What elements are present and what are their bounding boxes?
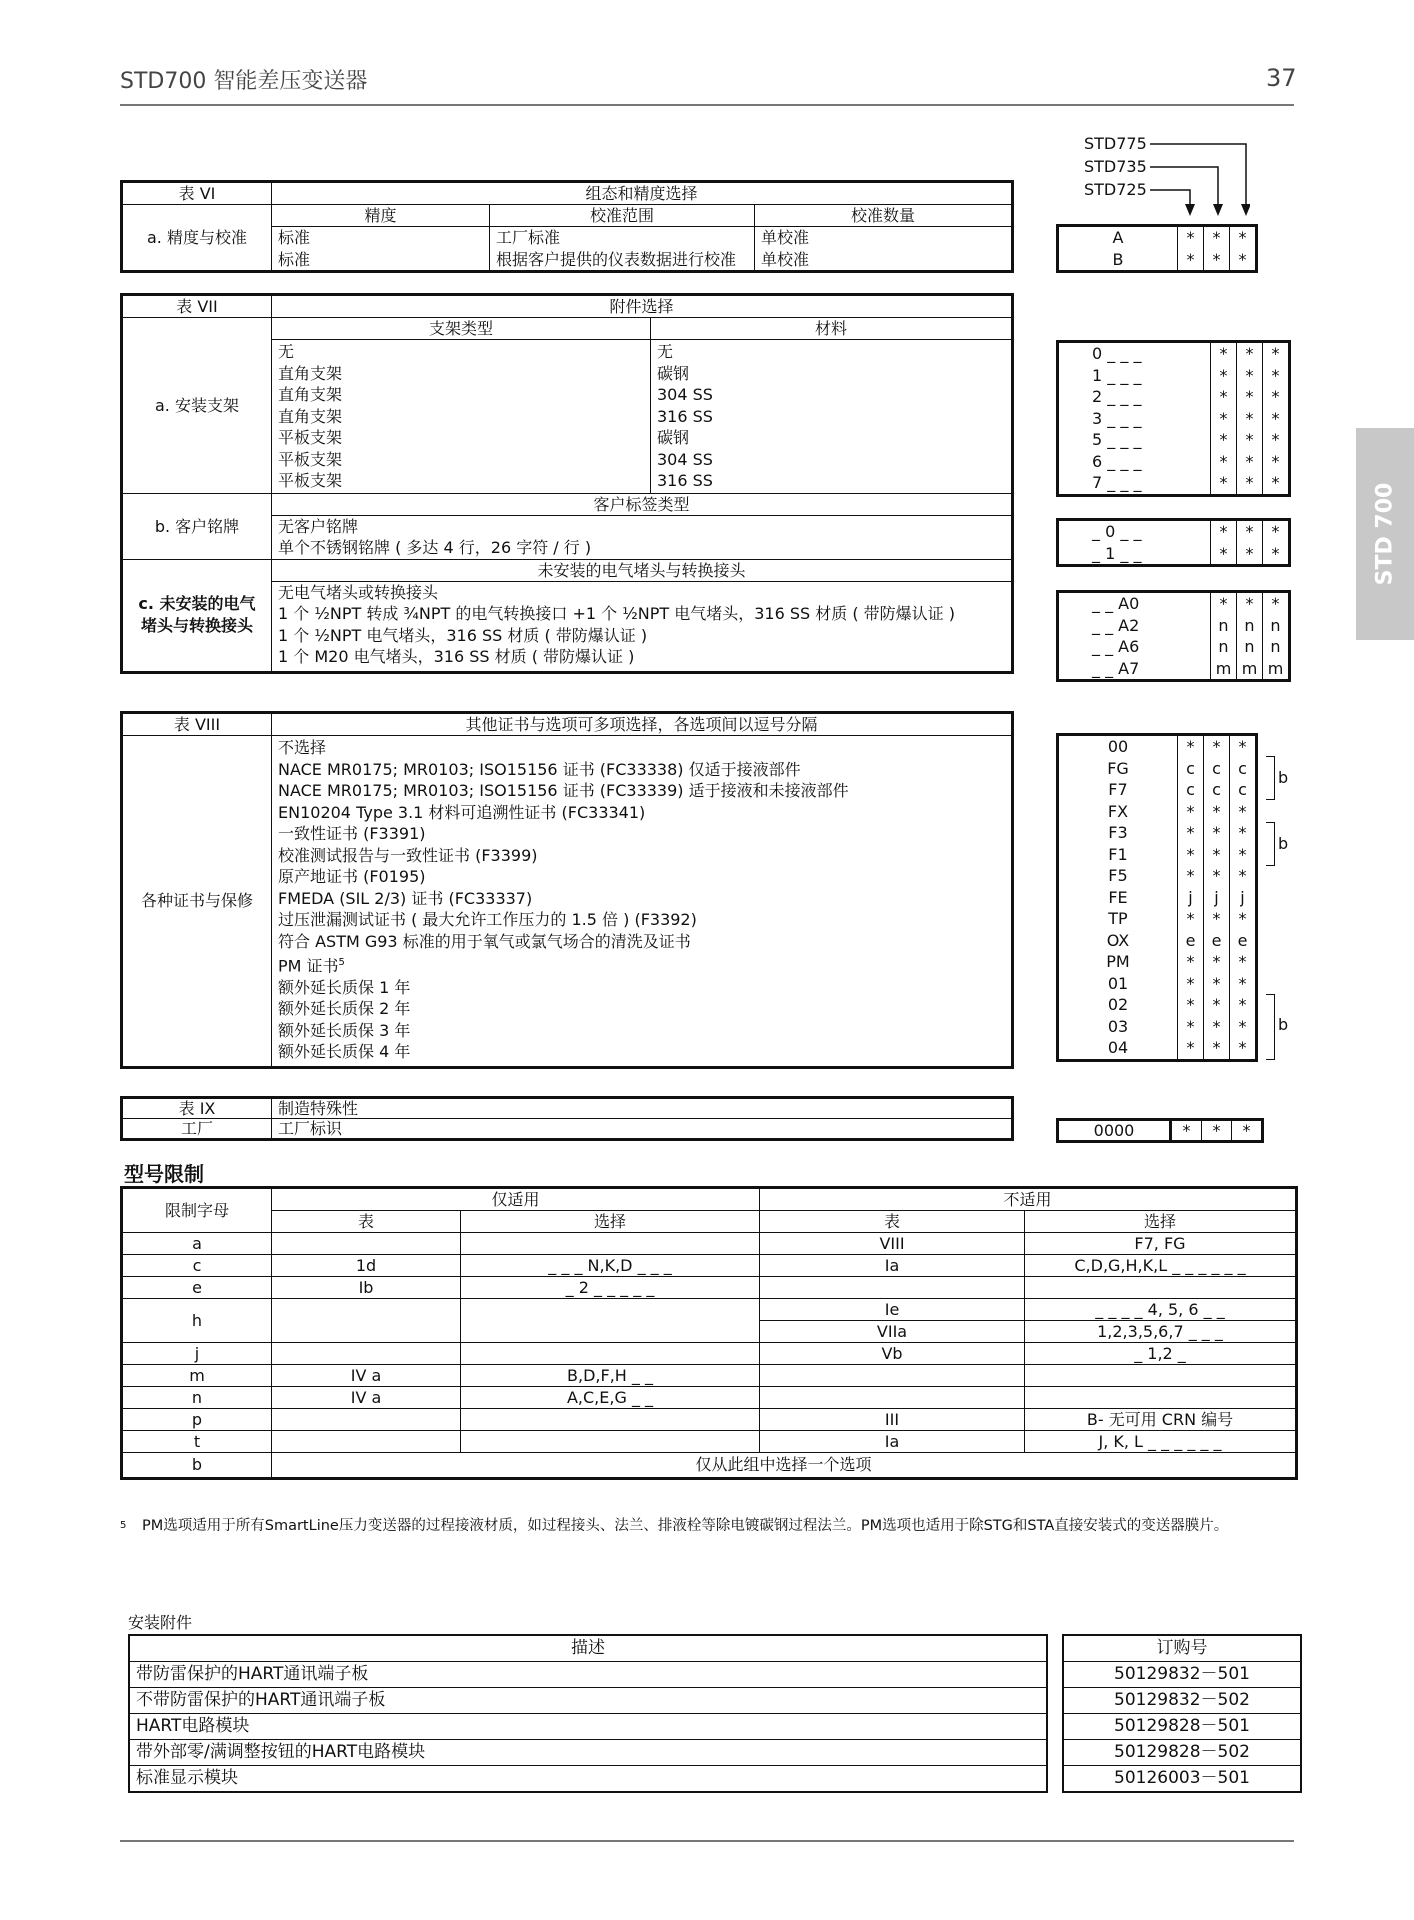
availability-mark: * [1202, 1120, 1232, 1142]
table-vii-b-codes: _ 0 _ _ _ 1 _ _ * * * * * * [1056, 518, 1291, 567]
group-bracket [1266, 756, 1275, 800]
footnote-number: 5 [120, 1520, 127, 1531]
availability-mark: * [1238, 844, 1247, 864]
list-item: 316 SS [657, 471, 713, 490]
option-code: A [1112, 228, 1124, 247]
model-label-std725: STD725 [1084, 180, 1147, 199]
list-item: 标准 [278, 249, 311, 269]
only-table [272, 1409, 461, 1431]
option-code: F1 [1108, 844, 1128, 864]
only-table [272, 1343, 461, 1365]
table-row [122, 1365, 1297, 1387]
table-row [122, 1343, 1297, 1365]
availability-mark: * [1186, 952, 1195, 971]
table-vii-c-codes [1056, 590, 1291, 682]
not-table [760, 1387, 1025, 1409]
accessories-description-table [128, 1634, 1048, 1793]
table-vii-name: 表 VII [122, 295, 272, 318]
table-row [129, 1662, 1047, 1688]
group-bracket-label: b [1278, 834, 1289, 853]
list-item: 工厂标准 [496, 228, 561, 247]
not-selection: C,D,G,H,K,L _ _ _ _ _ _ [1025, 1255, 1297, 1277]
list-item: 304 SS [657, 385, 713, 404]
restriction-letter: n [122, 1387, 272, 1409]
availability-mark: * [1238, 228, 1247, 247]
list-item: 直角支架 [278, 385, 343, 404]
list-item: 额外延长质保 4 年 [278, 1042, 411, 1062]
table-viii-row-label: 各种证书与保修 [122, 736, 272, 1068]
order-code: 50129828－501 [1063, 1714, 1301, 1740]
table-vii-b-label: b. 客户铭牌 [122, 493, 272, 559]
only-table [272, 1299, 461, 1343]
availability-mark: * [1186, 1038, 1195, 1057]
col-header-description: 描述 [129, 1635, 1047, 1662]
option-code: FE [1108, 887, 1128, 907]
availability-mark: * [1186, 995, 1195, 1014]
table-row [1063, 1688, 1301, 1714]
availability-mark: c [1212, 758, 1221, 778]
availability-mark: * [1186, 866, 1195, 885]
availability-mark: * [1238, 737, 1247, 756]
group-bracket-label: b [1278, 768, 1289, 787]
option-code: 0000 [1058, 1120, 1171, 1142]
option-code: 2 _ _ _ [1092, 387, 1142, 406]
not-selection: J, K, L _ _ _ _ _ _ [1025, 1431, 1297, 1453]
accessory-description: 标准显示模块 [129, 1766, 1047, 1793]
availability-mark: * [1245, 594, 1254, 613]
page-number: 37 [1266, 64, 1297, 92]
list-item: 单校准 [761, 249, 810, 269]
restrictions-title: 型号限制 [124, 1162, 204, 1186]
list-item: 316 SS [657, 406, 713, 426]
list-item: 304 SS [657, 449, 713, 469]
not-selection: _ _ _ _ 4, 5, 6 _ _ [1025, 1299, 1297, 1321]
label-line: 堵头与转换接头 [140, 616, 253, 635]
list-item: 平板支架 [278, 471, 343, 490]
table-row [122, 1233, 1297, 1255]
availability-mark: * [1212, 823, 1221, 842]
restriction-letter: a [122, 1233, 272, 1255]
col-header-only: 仅适用 [272, 1188, 760, 1211]
table-row [122, 1409, 1297, 1431]
option-code: 5 _ _ _ [1092, 430, 1142, 449]
availability-mark: * [1186, 909, 1195, 928]
availability-mark: c [1238, 758, 1247, 778]
only-table [272, 1233, 461, 1255]
table-viii-codes [1056, 733, 1258, 1062]
availability-mark: * [1238, 1016, 1247, 1036]
list-item: NACE MR0175; MR0103; ISO15156 证书 (FC33339) 适于接液和未接液部件 [278, 781, 849, 800]
availability-mark: * [1219, 594, 1228, 613]
table-row [122, 1387, 1297, 1409]
table-vii-title: 附件选择 [272, 295, 1013, 318]
option-code: 0 _ _ _ [1092, 344, 1142, 363]
col-header-count: 校准数量 [755, 205, 1013, 227]
list-item: 直角支架 [278, 406, 343, 426]
availability-mark: * [1271, 594, 1280, 613]
table-row [122, 1431, 1297, 1453]
availability-mark: * [1238, 823, 1247, 842]
table-ix [120, 1096, 1014, 1141]
only-table: IV a [272, 1387, 461, 1409]
footnote [120, 1515, 1300, 1537]
list-item: 无客户铭牌 [278, 516, 359, 536]
col-header-letter: 限制字母 [122, 1188, 272, 1233]
availability-mark: n [1270, 637, 1281, 656]
table-vi-name: 表 VI [122, 182, 272, 205]
availability-mark: j [1214, 887, 1219, 907]
availability-mark: e [1211, 930, 1222, 950]
plug-header: 未安装的电气堵头与转换接头 [272, 559, 1013, 581]
pm-cert-label: PM 证书 [278, 956, 339, 976]
availability-mark: * [1212, 995, 1221, 1014]
accessories-title: 安装附件 [128, 1613, 193, 1632]
table-row [1063, 1766, 1301, 1793]
only-selection [461, 1299, 760, 1343]
availability-mark: * [1186, 844, 1195, 864]
availability-mark: * [1186, 823, 1195, 842]
footnote-ref: 5 [338, 957, 345, 968]
col-header-table: 表 [272, 1211, 461, 1233]
option-code: OX [1106, 930, 1130, 950]
availability-mark: * [1171, 1120, 1202, 1142]
accessory-description: HART电路模块 [129, 1714, 1047, 1740]
tag-type-cell [272, 515, 1013, 559]
restriction-letter: t [122, 1431, 272, 1453]
availability-mark: * [1212, 249, 1221, 269]
availability-mark: n [1270, 615, 1281, 635]
order-code: 50126003－501 [1063, 1766, 1301, 1793]
availability-mark: e [1237, 930, 1248, 950]
option-code: 3 _ _ _ [1092, 408, 1142, 428]
table-vii-a-label: a. 安装支架 [122, 318, 272, 494]
not-table: Ia [760, 1431, 1025, 1453]
list-item: 额外延长质保 2 年 [278, 999, 411, 1019]
availability-mark: * [1212, 844, 1221, 864]
option-code: _ _ A7 [1092, 658, 1140, 678]
table-row [122, 1299, 1297, 1321]
table-vi-title: 组态和精度选择 [272, 182, 1013, 205]
availability-mark: * [1238, 952, 1247, 971]
group-bracket [1266, 994, 1275, 1060]
not-selection: _ 1,2 _ [1025, 1343, 1297, 1365]
availability-mark: * [1238, 249, 1247, 269]
col-header-bracket-type: 支架类型 [272, 318, 651, 340]
page-header-title: STD700 智能差压变送器 [120, 69, 368, 94]
availability-mark: c [1186, 780, 1195, 799]
order-code: 50129832－502 [1063, 1688, 1301, 1714]
not-table: Vb [760, 1343, 1025, 1365]
list-item: 1 个 ½NPT 电气堵头，316 SS 材质 ( 带防爆认证 ) [278, 625, 648, 645]
not-table: III [760, 1409, 1025, 1431]
accessory-description: 不带防雷保护的HART通讯端子板 [129, 1688, 1047, 1714]
only-table [272, 1431, 461, 1453]
availability-mark: j [1188, 887, 1193, 907]
option-code: FG [1107, 758, 1129, 778]
table-ix-row-label: 工厂 [122, 1119, 272, 1140]
list-item: 碳钢 [657, 363, 690, 383]
footnote-text: PM选项适用于所有SmartLine压力变送器的过程接液材质，如过程接头、法兰、排液栓等除电镀碳钢过程法兰。PM选项也适用于除STG和STA直接安装式的变送器膜片。 [142, 1518, 1229, 1534]
group-bracket-label: b [1278, 1015, 1289, 1034]
table-vii-c-label [122, 559, 272, 672]
group-bracket [1266, 822, 1275, 866]
option-code: 01 [1107, 973, 1129, 993]
availability-mark: n [1244, 615, 1255, 635]
option-code: 02 [1107, 995, 1129, 1014]
restriction-b-text: 仅从此组中选择一个选项 [272, 1453, 1297, 1479]
only-selection: B,D,F,H _ _ [461, 1365, 760, 1387]
table-row [1063, 1662, 1301, 1688]
header-rule [120, 104, 1294, 106]
option-code: _ _ A6 [1092, 637, 1140, 656]
list-item: 标准 [278, 228, 311, 247]
availability-mark: * [1238, 1038, 1247, 1057]
availability-mark: * [1238, 995, 1247, 1014]
only-selection: _ 2 _ _ _ _ _ [461, 1277, 760, 1299]
availability-mark: * [1238, 909, 1247, 928]
list-item: 原产地证书 (F0195) [278, 867, 426, 886]
col-header-not: 不适用 [760, 1188, 1297, 1211]
list-item: 额外延长质保 1 年 [278, 977, 411, 997]
tag-type-header: 客户标签类型 [272, 493, 1013, 515]
availability-mark: * [1212, 866, 1221, 885]
not-selection [1025, 1387, 1297, 1409]
availability-mark: * [1212, 909, 1221, 928]
table-row [122, 1453, 1297, 1479]
cert-list-cell [272, 736, 1013, 1068]
not-selection: F7, FG [1025, 1233, 1297, 1255]
col-header-accuracy: 精度 [272, 205, 490, 227]
availability-mark: * [1212, 801, 1221, 821]
col-header-selection: 选择 [1025, 1211, 1297, 1233]
col-header-range: 校准范围 [490, 205, 755, 227]
not-selection: B- 无可用 CRN 编号 [1025, 1409, 1297, 1431]
option-code: _ _ A0 [1092, 594, 1140, 613]
option-code: _ 0 _ _ [1092, 522, 1142, 541]
availability-mark: * [1186, 801, 1195, 821]
availability-mark: * [1212, 737, 1221, 756]
list-item: 符合 ASTM G93 标准的用于氧气或氯气场合的清洗及证书 [278, 931, 691, 951]
option-code: F7 [1108, 780, 1128, 799]
option-code: 6 _ _ _ [1092, 451, 1142, 471]
not-selection [1025, 1365, 1297, 1387]
table-row [1063, 1714, 1301, 1740]
only-selection [461, 1233, 760, 1255]
availability-mark: j [1240, 887, 1245, 907]
restriction-letter: p [122, 1409, 272, 1431]
table-viii-name: 表 VIII [122, 713, 272, 736]
table-ix-title: 制造特殊性 [272, 1098, 1013, 1119]
availability-mark: * [1212, 1016, 1221, 1036]
not-table: VIII [760, 1233, 1025, 1255]
table-row [129, 1714, 1047, 1740]
not-selection [1025, 1277, 1297, 1299]
list-item: 单校准 [761, 228, 810, 247]
availability-mark: m [1215, 658, 1232, 678]
option-code: B [1112, 249, 1124, 269]
availability-mark: c [1238, 780, 1247, 799]
availability-mark: n [1218, 637, 1229, 656]
table-vi-row-label: a. 精度与校准 [122, 205, 272, 272]
list-item: 校准测试报告与一致性证书 (F3399) [278, 845, 538, 865]
option-code: _ _ A2 [1092, 615, 1140, 635]
availability-mark: * [1212, 973, 1221, 993]
availability-mark: * [1238, 866, 1247, 885]
restrictions-table [120, 1186, 1298, 1480]
not-table: VIIa [760, 1321, 1025, 1343]
option-code: 1 _ _ _ [1092, 365, 1142, 385]
list-item: 单个不锈钢铭牌 ( 多达 4 行，26 字符 / 行 ) [278, 538, 592, 557]
table-vii-a-codes: 0 _ _ _ 1 _ _ _ 2 _ _ _ 3 _ _ _ 5 _ _ _ 6 _ _ _ 7 _ _ _ * * * * * * * * * * * * * * * * * * * * * [1056, 340, 1291, 497]
option-code: 03 [1107, 1016, 1129, 1036]
restriction-letter: e [122, 1277, 272, 1299]
availability-mark: * [1232, 1120, 1263, 1142]
list-item: 1 个 M20 电气堵头，316 SS 材质 ( 带防爆认证 ) [278, 647, 635, 666]
not-table [760, 1365, 1025, 1387]
table-row [129, 1766, 1047, 1793]
order-code: 50129828－502 [1063, 1740, 1301, 1766]
accessory-description: 带外部零/满调整按钮的HART电路模块 [129, 1740, 1047, 1766]
restriction-letter: c [122, 1255, 272, 1277]
availability-mark: * [1186, 228, 1195, 247]
list-item: 碳钢 [657, 428, 690, 447]
table-viii [120, 711, 1014, 1069]
list-item: 过压泄漏测试证书 ( 最大允许工作压力的 1.5 倍 ) (F3392) [278, 910, 697, 929]
only-selection [461, 1431, 760, 1453]
option-code: F5 [1108, 866, 1128, 885]
availability-mark: * [1212, 952, 1221, 971]
availability-mark: m [1241, 658, 1258, 678]
side-tab-label: STD 700 [1372, 482, 1398, 586]
availability-mark: c [1186, 758, 1195, 778]
option-code: _ 1 _ _ [1092, 543, 1142, 563]
list-item: 直角支架 [278, 363, 343, 383]
restriction-letter: b [122, 1453, 272, 1479]
table-vi-accuracy-cell [272, 227, 490, 272]
table-row [122, 1255, 1297, 1277]
col-header-selection: 选择 [461, 1211, 760, 1233]
model-arrows [1150, 138, 1250, 218]
availability-mark: * [1238, 801, 1247, 821]
availability-mark: * [1186, 1016, 1195, 1036]
table-vi-count-cell [755, 227, 1013, 272]
option-code: TP [1108, 909, 1128, 928]
bracket-type-cell [272, 340, 651, 494]
table-vi-codes [1056, 224, 1258, 273]
only-table: IV a [272, 1365, 461, 1387]
availability-mark: * [1186, 973, 1195, 993]
order-code: 50129832－501 [1063, 1662, 1301, 1688]
model-label-std735: STD735 [1084, 157, 1147, 176]
table-ix-name: 表 IX [122, 1098, 272, 1119]
not-table: Ie [760, 1299, 1025, 1321]
availability-mark: n [1244, 637, 1255, 656]
table-vi [120, 180, 1014, 273]
accessories-code-table [1062, 1634, 1302, 1793]
availability-mark: * [1212, 228, 1221, 247]
table-vii [120, 293, 1014, 674]
table-viii-title: 其他证书与选项可多项选择，各选项间以逗号分隔 [272, 713, 1013, 736]
availability-mark: n [1218, 615, 1229, 635]
material-cell [651, 340, 1013, 494]
col-header-table: 表 [760, 1211, 1025, 1233]
table-row [122, 1277, 1297, 1299]
only-selection: _ _ _ N,K,D _ _ _ [461, 1255, 760, 1277]
footer-rule [120, 1840, 1294, 1842]
not-selection: 1,2,3,5,6,7 _ _ _ [1025, 1321, 1297, 1343]
option-code: 00 [1107, 737, 1129, 756]
list-item: 无电气堵头或转换接头 [278, 582, 439, 602]
list-item: FMEDA (SIL 2/3) 证书 (FC33337) [278, 888, 533, 908]
list-item: 1 个 ½NPT 转成 ¾NPT 的电气转换接口 +1 个 ½NPT 电气堵头，316 SS 材质 ( 带防爆认证 ) [278, 604, 956, 623]
availability-mark: m [1267, 658, 1284, 678]
only-table: 1d [272, 1255, 461, 1277]
restriction-letter: m [122, 1365, 272, 1387]
option-code: PM [1106, 952, 1130, 971]
col-header-material: 材料 [651, 318, 1013, 340]
model-label-std775: STD775 [1084, 134, 1147, 153]
availability-mark: c [1212, 780, 1221, 799]
list-item: NACE MR0175; MR0103; ISO15156 证书 (FC33338) 仅适于接液部件 [278, 759, 801, 779]
availability-mark: * [1186, 249, 1195, 269]
availability-mark: e [1185, 930, 1196, 950]
only-selection [461, 1409, 760, 1431]
not-table: Ia [760, 1255, 1025, 1277]
plug-cell [272, 581, 1013, 672]
availability-mark: * [1212, 1038, 1221, 1057]
label-line: c. 未安装的电气 [138, 594, 256, 613]
list-item: 无 [657, 342, 674, 361]
accessory-description: 带防雷保护的HART通讯端子板 [129, 1662, 1047, 1688]
availability-mark: * [1238, 973, 1247, 993]
only-selection: A,C,E,G _ _ [461, 1387, 760, 1409]
list-item: 不选择 [278, 738, 327, 757]
table-row [129, 1688, 1047, 1714]
table-ix-item: 工厂标识 [272, 1119, 1013, 1140]
list-item: 一致性证书 (F3391) [278, 824, 426, 843]
list-item: 根据客户提供的仪表数据进行校准 [496, 249, 737, 269]
list-item: 额外延长质保 3 年 [278, 1020, 411, 1040]
col-header-order-code: 订购号 [1063, 1635, 1301, 1662]
side-tab [1356, 428, 1414, 640]
option-code: F3 [1108, 823, 1128, 842]
option-code: 7 _ _ _ [1092, 473, 1142, 492]
availability-mark: * [1186, 737, 1195, 756]
table-row [1063, 1740, 1301, 1766]
restriction-letter: h [122, 1299, 272, 1343]
table-ix-codes [1056, 1118, 1264, 1143]
list-item: EN10204 Type 3.1 材料可追溯性证书 (FC33341) [278, 802, 646, 822]
only-table: Ib [272, 1277, 461, 1299]
list-item: 平板支架 [278, 428, 343, 447]
list-item: 平板支架 [278, 449, 343, 469]
option-code: FX [1107, 801, 1129, 821]
table-row [129, 1740, 1047, 1766]
table-vi-range-cell [490, 227, 755, 272]
option-code: 04 [1107, 1038, 1129, 1057]
not-table [760, 1277, 1025, 1299]
list-item [278, 952, 1005, 977]
list-item: 无 [278, 342, 295, 361]
only-selection [461, 1343, 760, 1365]
restriction-letter: j [122, 1343, 272, 1365]
